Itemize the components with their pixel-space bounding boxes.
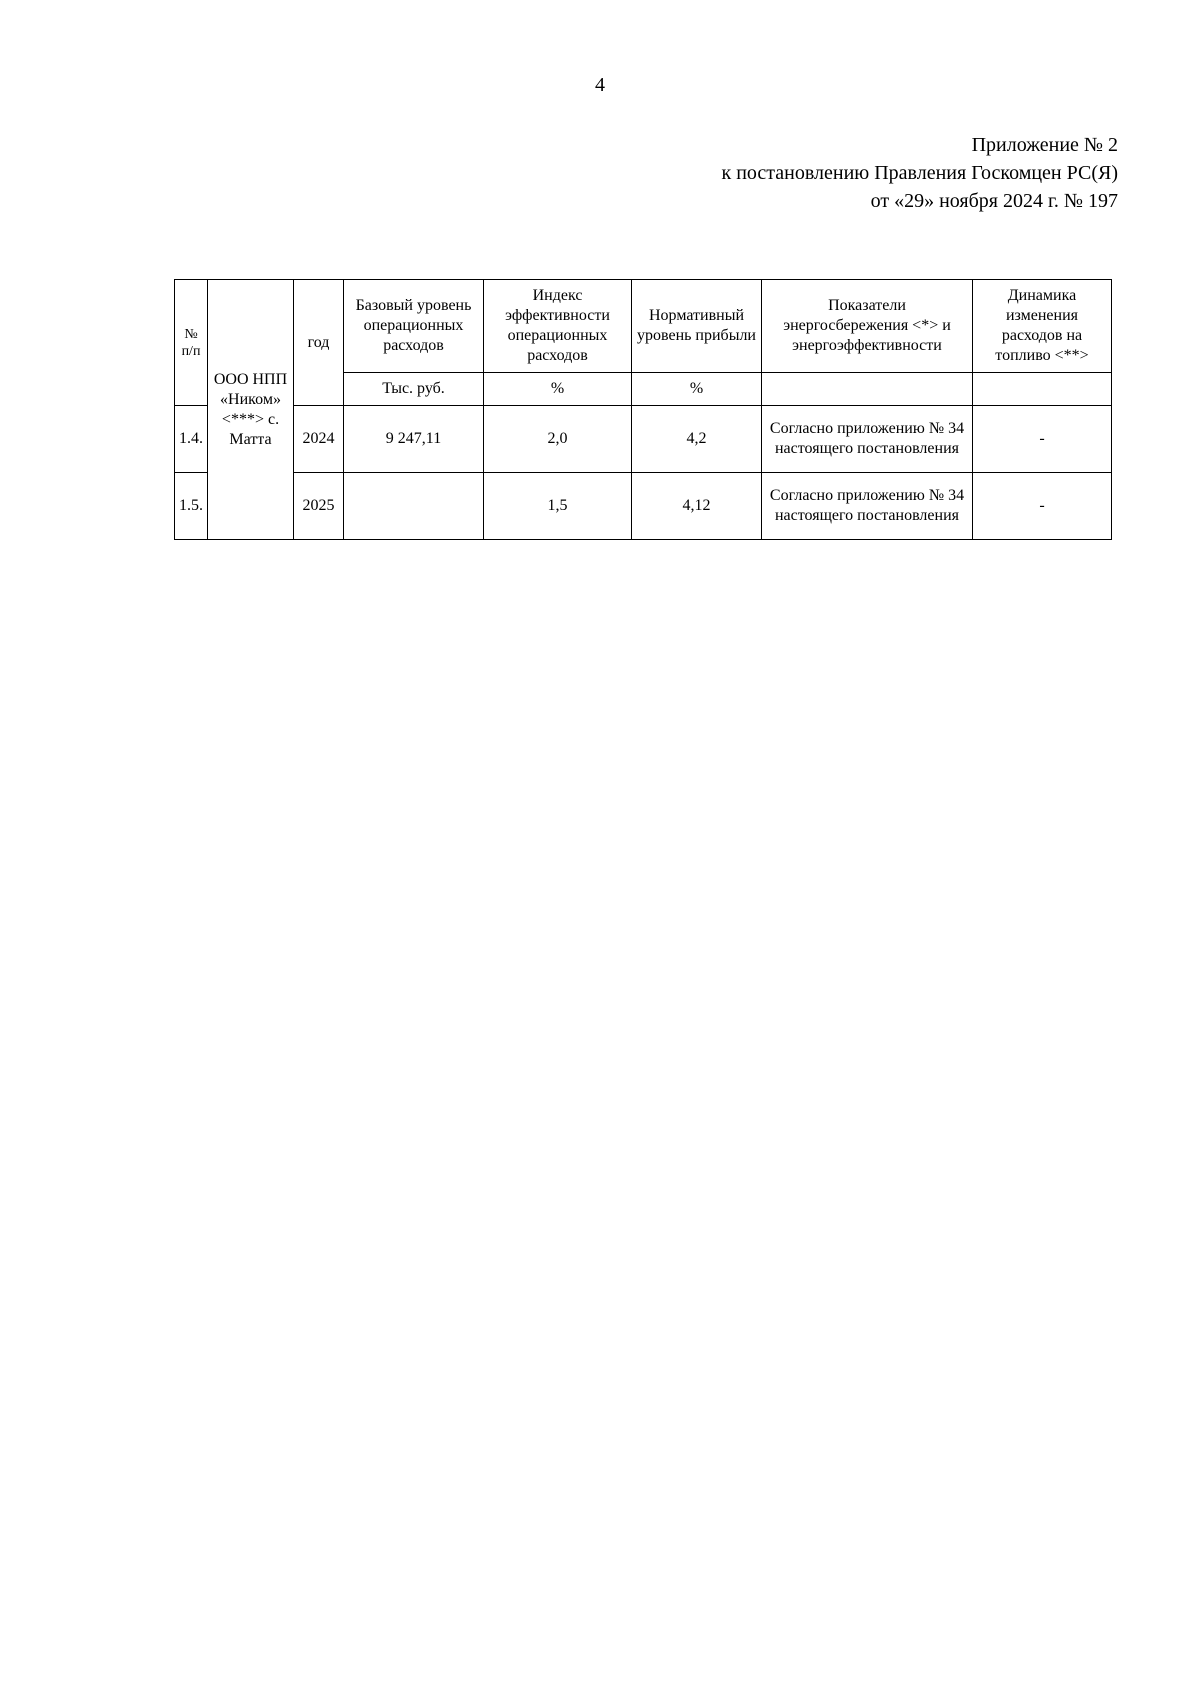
unit-efficiency-index: % — [484, 373, 632, 406]
row-num: 1.4. — [175, 406, 208, 473]
tariff-table — [174, 279, 1112, 540]
header-row — [175, 280, 1112, 373]
row-base-level — [344, 473, 484, 540]
row-efficiency-index: 1,5 — [484, 473, 632, 540]
header-energy-indicators: Показатели энергосбережения <*> и энергоэффективности — [762, 280, 973, 373]
appendix-date: от «29» ноября 2024 г. № 197 — [870, 190, 1118, 212]
unit-normative-profit: % — [632, 373, 762, 406]
header-fuel-dynamics: Динамика изменения расходов на топливо <**> — [973, 280, 1112, 373]
row-energy-indicators: Согласно приложению № 34 настоящего постановления — [762, 406, 973, 473]
appendix-header — [721, 131, 1118, 215]
unit-base-level: Тыс. руб. — [344, 373, 484, 406]
header-base-level: Базовый уровень операционных расходов — [344, 280, 484, 373]
row-normative-profit: 4,2 — [632, 406, 762, 473]
table-row — [175, 406, 1112, 473]
appendix-title: Приложение № 2 — [971, 134, 1118, 156]
row-year: 2025 — [294, 473, 344, 540]
header-normative-profit: Нормативный уровень прибыли — [632, 280, 762, 373]
unit-energy-indicators — [762, 373, 973, 406]
row-normative-profit: 4,12 — [632, 473, 762, 540]
unit-fuel-dynamics — [973, 373, 1112, 406]
organization-cell: ООО НПП «Ником» <***> с. Матта — [208, 280, 294, 540]
page-number: 4 — [595, 74, 605, 96]
row-fuel-dynamics: - — [973, 473, 1112, 540]
header-num: № п/п — [175, 280, 208, 406]
appendix-reference: к постановлению Правления Госкомцен РС(Я) — [721, 162, 1118, 184]
header-year: год — [294, 280, 344, 406]
row-base-level: 9 247,11 — [344, 406, 484, 473]
row-efficiency-index: 2,0 — [484, 406, 632, 473]
header-efficiency-index: Индекс эффективности операционных расходов — [484, 280, 632, 373]
table-row — [175, 473, 1112, 540]
row-energy-indicators: Согласно приложению № 34 настоящего постановления — [762, 473, 973, 540]
row-year: 2024 — [294, 406, 344, 473]
row-num: 1.5. — [175, 473, 208, 540]
row-fuel-dynamics: - — [973, 406, 1112, 473]
